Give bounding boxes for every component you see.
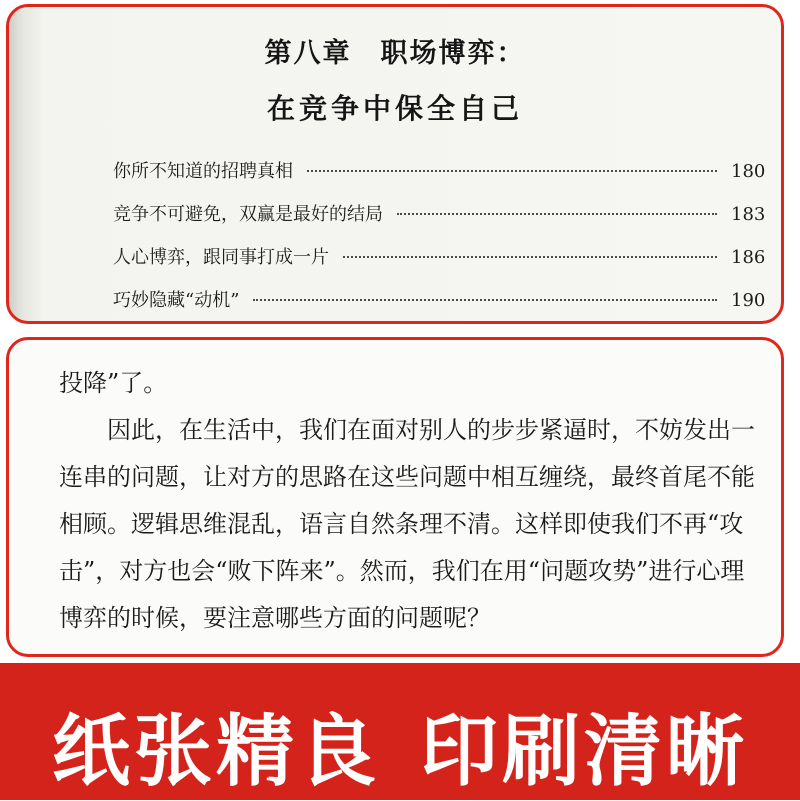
toc-dot-leader (307, 170, 717, 172)
toc-entry-title: 巧妙隐藏“动机” (113, 290, 240, 311)
promo-banner (0, 663, 800, 800)
body-paragraph: 因此，在生活中，我们在面对别人的步步紧逼时，不妨发出一连串的问题，让对方的思路在这些问题中相互缠绕，最终首尾不能相顾。逻辑思维混乱，语言自然条理不清。这样即使我们不再“攻击”，对方也会“败下阵来”。然而，我们在用“问题攻势”进行心理博弈的时候，要注意哪些方面的问题呢？ (59, 416, 755, 632)
toc-entry (113, 157, 765, 200)
toc-entry-page: 183 (731, 204, 766, 225)
toc-entry-title: 竞争不可避免，双赢是最好的结局 (113, 204, 383, 225)
toc-entry (113, 286, 765, 324)
toc-dot-leader (343, 256, 717, 258)
slogan-paper-quality: 纸张精良 (51, 707, 380, 797)
toc-entry (113, 243, 765, 286)
toc-entry-title: 人心博弈，跟同事打成一片 (113, 247, 329, 268)
text-sample-card (6, 337, 784, 657)
toc-entry-page: 190 (731, 290, 766, 311)
toc-entry-page: 180 (731, 161, 766, 182)
chapter-subtitle: 在竞争中保全自己 (266, 92, 523, 125)
body-paragraph: 投降”了。 (59, 369, 168, 397)
toc-card (6, 4, 784, 324)
chapter-title: 第八章 职场博弈： (264, 38, 526, 69)
toc-entry-title: 你所不知道的招聘真相 (113, 161, 293, 182)
toc-dot-leader (253, 299, 717, 301)
toc-list (113, 157, 765, 324)
toc-entry-page: 186 (731, 247, 766, 268)
slogan-print-clarity: 印刷清晰 (420, 707, 749, 797)
slogan (0, 689, 800, 801)
toc-dot-leader (397, 213, 717, 215)
body-text (59, 360, 759, 642)
toc-entry (113, 200, 765, 243)
